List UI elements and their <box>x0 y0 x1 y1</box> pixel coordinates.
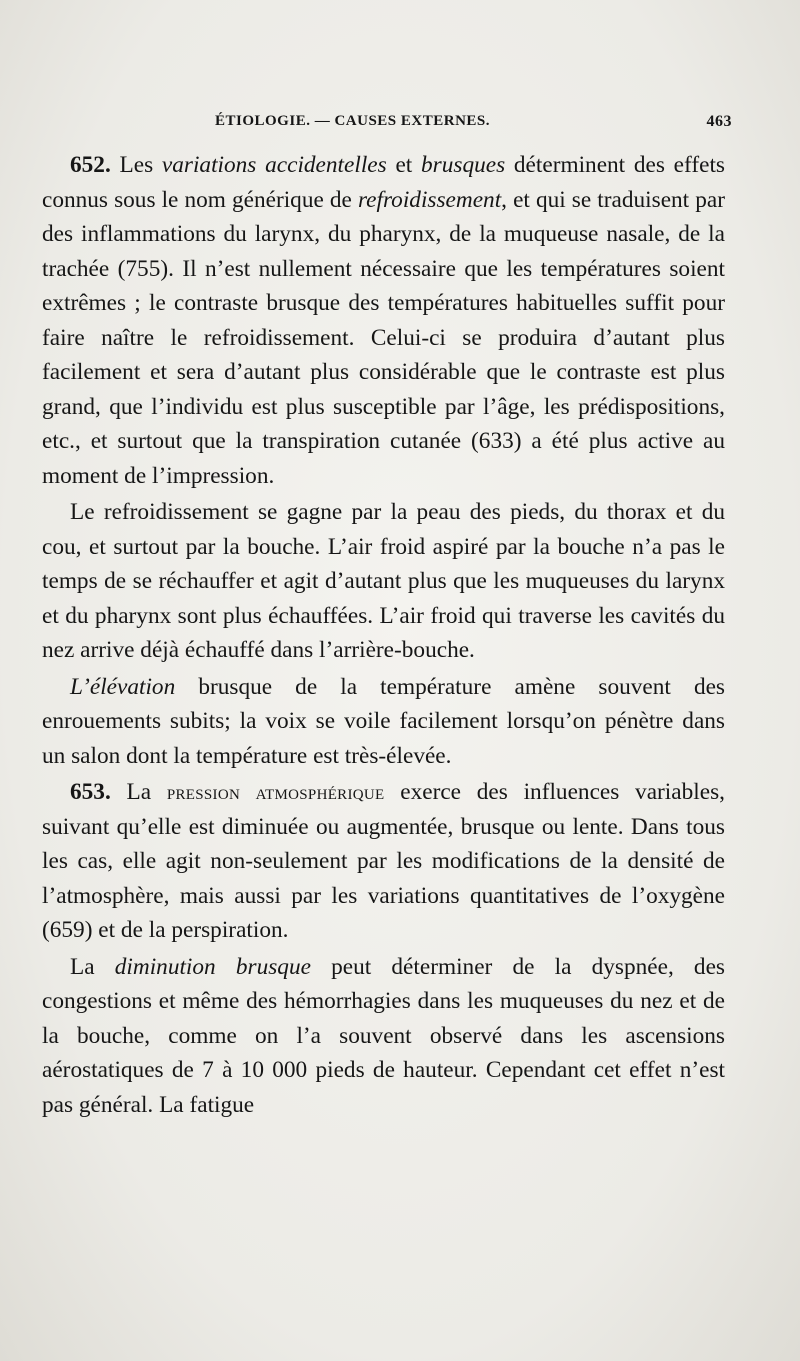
paragraph-652 <box>42 148 725 493</box>
text-run: brusque de la température amène souvent des enrouements subits; la voix se voile facilement lorsqu’on pénètre dans un salon dont la température est très-élevée. <box>42 673 725 769</box>
paragraph-elevation <box>42 670 725 774</box>
text-run: La <box>70 953 115 980</box>
text-run: déterminent des effets connus sous le nom générique de <box>42 152 725 213</box>
italic-run: refroidissement <box>357 186 502 213</box>
text-run: et <box>386 152 422 178</box>
small-caps-run: pression atmosphérique <box>166 780 385 804</box>
italic-run: variations accidentelles <box>161 152 387 178</box>
text-run: Les <box>119 152 162 178</box>
text-run: La <box>110 779 167 805</box>
section-number: 652. <box>70 152 111 178</box>
page-number: 463 <box>706 113 732 130</box>
text-run: Le refroidissement se gagne par la peau des pieds, du thorax et du cou, et surtout par la bouche. L’air froid aspiré par la bouche n’a pas le temps de se réchauffer et agit d’autant plus que les muqueuses du larynx et du pharynx sont plus échauffées. L’air froid qui traverse les cavités du nez arrive déjà échauffé dans l’arrière-bouche. <box>42 499 725 663</box>
paragraph-diminution <box>42 950 725 1123</box>
italic-run: L’élévation <box>70 673 176 700</box>
text-run: , et qui se traduisent par des inflammations du larynx, du pharynx, de la muqueuse nasale, de la trachée (755). Il n’est nullement nécessaire que les températures soient extrêmes ; le contraste brusque des températures habituelles suffit pour faire naître le refroidissement. Celui-ci se produira d’autant plus facilement et sera d’autant plus considérable que le contraste est plus grand, que l’individu est plus susceptible par l’âge, les prédispositions, etc., et surtout que la transpiration cutanée (633) a été plus active au moment de l’impression. <box>42 186 725 489</box>
body-text <box>42 148 725 1122</box>
text-run: peut déterminer de la dyspnée, des congestions et même des hémorrhagies dans les muqueuses du nez et de la bouche, comme on l’a souvent observé dans les ascensions aérostatiques de 7 à 10 000 pieds de hauteur. Cependant cet effet n’est pas général. La fatigue <box>42 953 725 1118</box>
running-title: ÉTIOLOGIE. — CAUSES EXTERNES. <box>215 113 490 129</box>
section-number: 653. <box>70 779 111 805</box>
paragraph-refroidissement <box>42 495 725 668</box>
paragraph-653 <box>42 775 725 948</box>
running-header <box>42 113 732 137</box>
italic-run: brusques <box>421 152 506 178</box>
italic-run: diminution brusque <box>114 953 311 980</box>
text-run: exerce des influences variables, suivant qu’elle est diminuée ou augmentée, brusque ou lente. Dans tous les cas, elle agit non-seulement par les modifications de la densité de l’atmosphère, mais aussi par les variations quantitatives de l’oxygène (659) et de la perspiration. <box>42 779 725 943</box>
